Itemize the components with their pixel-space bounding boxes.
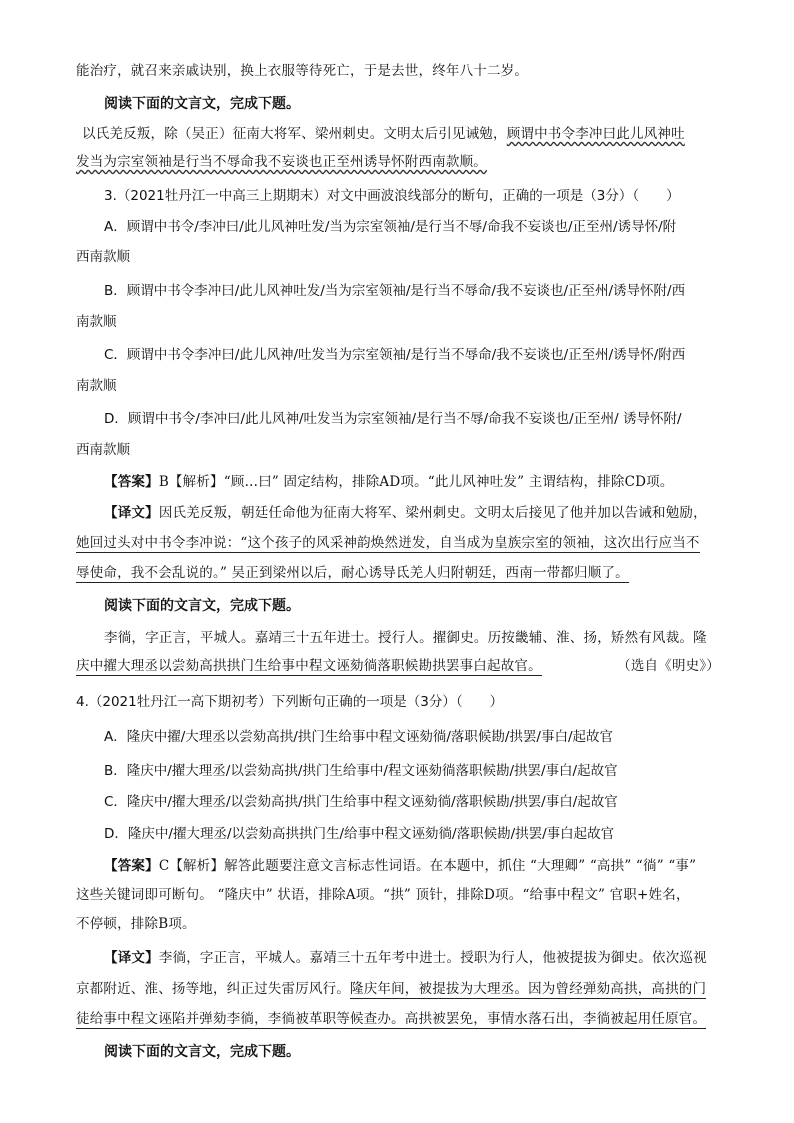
q3-option-b-line-1: B．顾谓中书令李冲曰/此儿风神吐发/当为宗室领袖/是行当不辱命/我不妄谈也/正至州/诱导怀附/西 xyxy=(104,283,686,299)
q4-translation-line-1 xyxy=(104,948,707,968)
q4-translation-text-2b: 隆庆年间，被提拔为大理丞。因为曾经弹劾高拱，高拱的门 xyxy=(350,981,707,997)
passage-2-source: （选自《明史》） xyxy=(617,658,720,674)
q4-translation-line-2 xyxy=(76,979,706,999)
answer-tag: 【答案】 xyxy=(104,858,159,874)
section-heading-1: 阅读下面的文言文，完成下题。 xyxy=(104,96,300,112)
q4-option-c: C．隆庆中/擢大理丞/以尝劾高拱/拱门生给事中程文诬劾徜/落职候勘/拱罢/事白/起故官 xyxy=(104,794,618,810)
q4-answer-line-1 xyxy=(104,856,696,876)
q4-translation-text-2a: 京都附近、淮、扬等地，纠正过失雷厉风行。 xyxy=(76,981,350,997)
passage-2-line-1: 李徜，字正言，平城人。嘉靖三十五年进士。授行人。擢御史。历按畿辅、淮、扬，矫然有风裁。隆 xyxy=(104,630,707,646)
q3-option-c-line-2: 南款顺 xyxy=(76,378,117,394)
passage-1-line-1-plain: 以氏羌反叛，除（吴正）征南大将军、梁州刺史。文明太后引见诫勉， xyxy=(82,126,507,142)
q4-option-a: A．隆庆中擢/大理丞以尝劾高拱/拱门生给事中程文诬劾徜/落职候勘/拱罢/事白/起故官 xyxy=(104,729,614,745)
q3-answer xyxy=(104,472,674,492)
intro-line: 能治疗，就召来亲戚诀别，换上衣服等待死亡，于是去世，终年八十二岁。 xyxy=(76,63,529,79)
q4-translation-text-1: 李徜，字正言，平城人。嘉靖三十五年考中进士。授职为行人，他被提拔为御史。依次巡视 xyxy=(158,950,707,966)
passage-2-line-2 xyxy=(76,656,542,676)
q3-translation-line-2 xyxy=(76,533,700,553)
passage-2-underlined: 庆中擢大理丞以尝劾高拱拱门生给事中程文诬劾徜落职候勘拱罢事白起故官。 xyxy=(76,658,542,674)
translation-tag: 【译文】 xyxy=(104,505,159,521)
q3-answer-text: B【解析】“顾…曰” 固定结构，排除AD项。“此儿风神吐发” 主谓结构，排除CD项。 xyxy=(158,474,674,490)
q3-translation-line-1 xyxy=(104,503,707,523)
q3-translation-text-3: 辱使命，我不会乱说的。” 吴正到梁州以后，耐心诱导氐羌人归附朝廷，西南一带都归顺了。 xyxy=(76,565,629,581)
q3-option-b-line-2: 南款顺 xyxy=(76,314,117,330)
passage-1-wavy-part-2: 发当为宗室领袖是行当不辱命我不妄谈也正至州诱导怀附西南款顺。 xyxy=(76,154,487,170)
section-heading-3: 阅读下面的文言文，完成下题。 xyxy=(104,1044,300,1060)
q4-translation-text-3: 徒给事中程文诬陷并弹劾李徜，李徜被革职等候查办。高拱被罢免，事情水落石出，李徜被起用任原官。 xyxy=(76,1011,707,1027)
q4-option-d: D．隆庆中/擢大理丞/以尝劾高拱拱门生/给事中程文诬劾徜/落职候勘/拱罢/事白起故官 xyxy=(104,826,615,842)
q4-answer-line-2: 这些关键词即可断句。 “隆庆中” 状语，排除A项。“拱” 顶针，排除D项。“给事中程文” 官职+姓名， xyxy=(76,887,690,903)
q3-option-c-line-1: C．顾谓中书令李冲曰/此儿风神/吐发当为宗室领袖/是行当不辱命/我不妄谈也/正至州/诱导怀/附西 xyxy=(104,347,686,363)
q4-answer-line-3: 不停顿，排除B项。 xyxy=(76,916,196,932)
q3-option-d-line-1: D．顾谓中书令/李冲曰/此儿风神/吐发当为宗室领袖/是行当不辱/命我不妄谈也/正至州/ 诱导怀附/ xyxy=(104,411,682,427)
q4-answer-text-1: C【解析】解答此题要注意文言标志性词语。在本题中，抓住 “大理卿” “高拱” “徜” “事” xyxy=(158,858,697,874)
question-4-stem: 4.（2021牡丹江一高下期初考）下列断句正确的一项是（3分）（ ） xyxy=(76,694,504,710)
translation-tag: 【译文】 xyxy=(104,950,159,966)
section-heading-2: 阅读下面的文言文，完成下题。 xyxy=(104,598,300,614)
q4-option-b: B．隆庆中/擢大理丞/以尝劾高拱/拱门生给事中/程文诬劾徜落职候勘/拱罢/事白/起故官 xyxy=(104,763,618,779)
passage-1-line-2 xyxy=(76,152,487,172)
answer-tag: 【答案】 xyxy=(104,474,159,490)
q3-option-a-line-2: 西南款顺 xyxy=(76,249,130,265)
q3-translation-line-3 xyxy=(76,563,629,583)
q3-translation-text-1: 因氏羌反叛，朝廷任命他为征南大将军、梁州刺史。文明太后接见了他并加以告诫和勉励， xyxy=(158,505,707,521)
q3-option-d-line-2: 西南款顺 xyxy=(76,442,130,458)
q3-translation-text-2a: 她回过头对中书令李冲说：“这个孩子的风采神韵焕然迸发，自当成为皇族宗室的领袖，这次出行应当不 xyxy=(76,535,700,551)
passage-1-line-1 xyxy=(82,124,685,144)
question-3-stem: 3.（2021牡丹江一中高三上期期末）对文中画波浪线部分的断句，正确的一项是（3分）（ ） xyxy=(104,188,680,204)
q3-option-a-line-1: A．顾谓中书令/李冲曰/此儿风神吐发/当为宗室领袖/是行当不辱/命我不妄谈也/正至州/诱导怀/附 xyxy=(104,219,677,235)
passage-1-wavy-part-1: 顾谓中书令李冲曰此儿风神吐 xyxy=(506,126,685,142)
q4-translation-line-3 xyxy=(76,1009,706,1029)
